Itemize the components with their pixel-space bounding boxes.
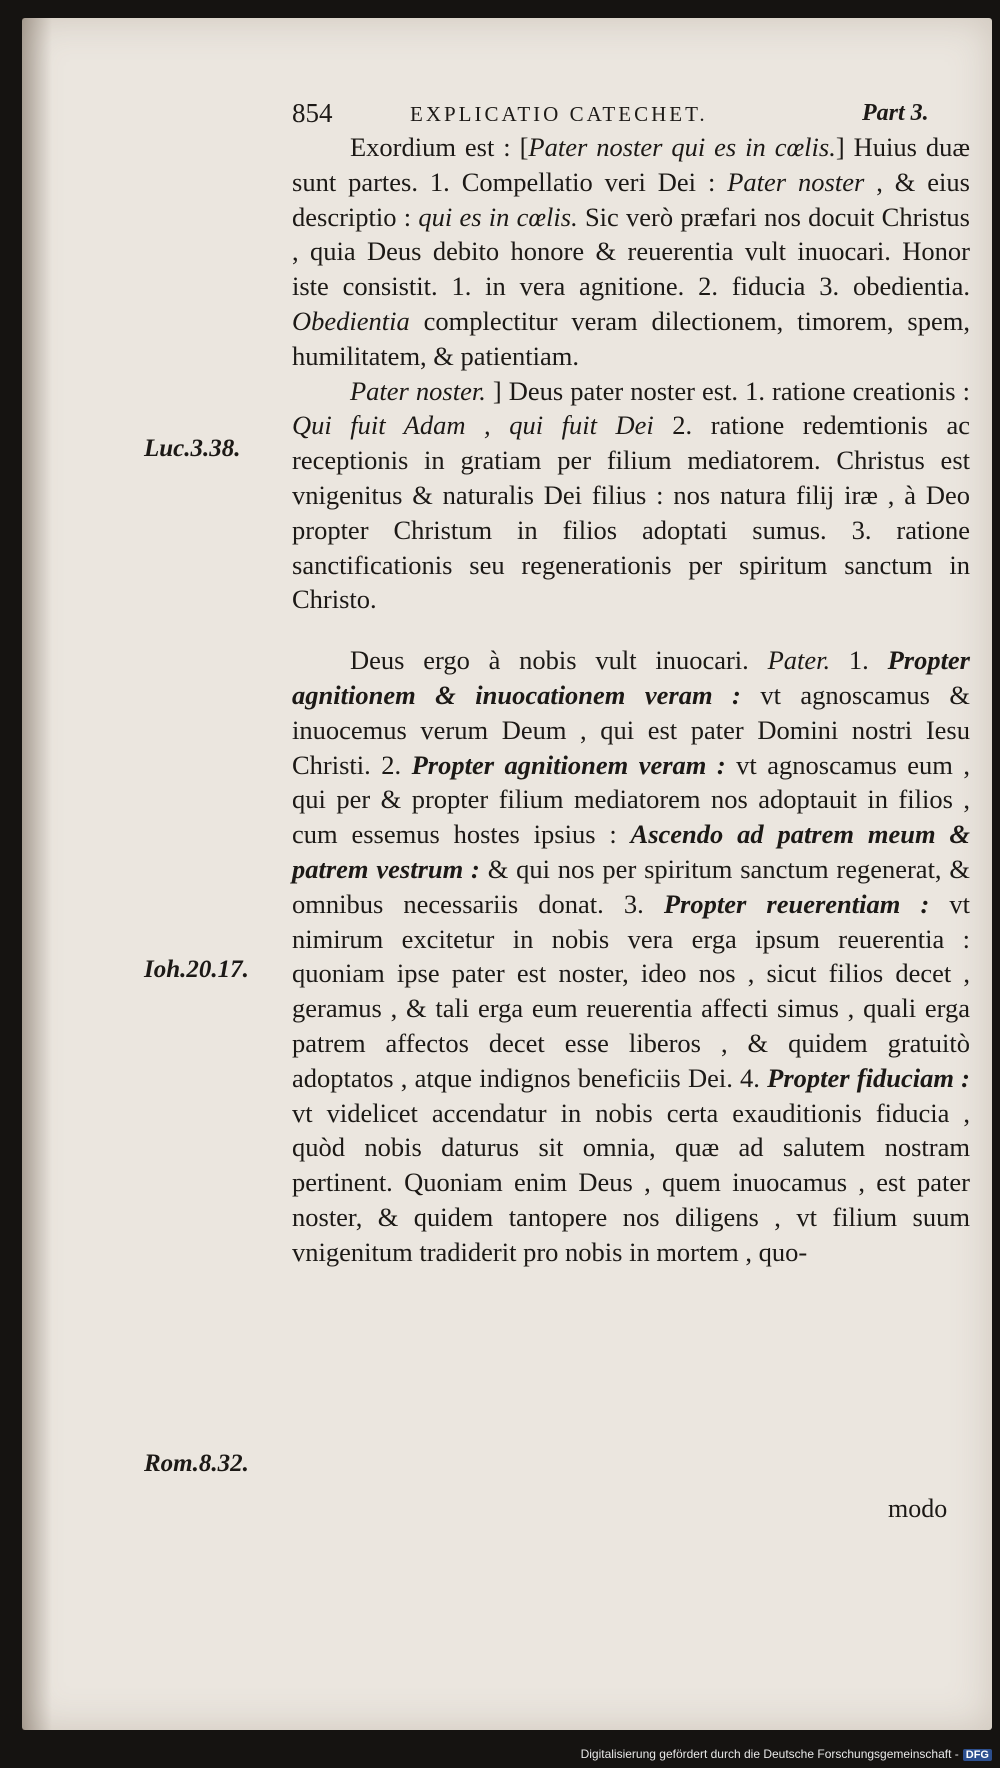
- dfg-logo: DFG: [963, 1749, 992, 1761]
- emphasis-run: Propter agnitionem veram :: [411, 749, 726, 780]
- text-run: ] Huius duæ sunt partes. 1. Compellatio veri Dei :: [292, 132, 970, 197]
- emphasis-run: Propter agnitionem & inuocationem veram :: [292, 645, 970, 710]
- text-run: vt nimirum excitetur in nobis vera erga ipsum reuerentia : quoniam ipse pater est noster, ideo nos , sicut filios decet , geramus , & tali erga eum reuerentia affecti simus , quali erga patrem affectos decet esse liberos , & quidem gratuitò adoptatos , atque indignos beneficiis Dei. 4.: [292, 888, 970, 1093]
- text-run: & qui nos per spiritum sanctum regenerat, & omnibus necessariis donat. 3.: [292, 853, 970, 919]
- text-run: Sic verò præfari nos docuit Christus , quia Deus debito honore & reuerentia vult inuocari. Honor iste consistit. 1. in vera agnitione. 2. fiducia 3. obedientia.: [292, 201, 970, 302]
- paragraph-pater-noster: [292, 374, 970, 618]
- catchword: modo: [888, 1494, 948, 1523]
- text-run: Exordium est : [: [350, 132, 529, 162]
- text-run: 1.: [830, 645, 888, 676]
- page-number: 854: [292, 98, 333, 128]
- italic-run: Pater noster: [727, 166, 865, 197]
- italic-run: Obedientia: [292, 305, 410, 336]
- italic-run: Pater noster.: [350, 375, 486, 406]
- italic-run: Pater.: [767, 645, 831, 676]
- text-run: vt agnoscamus eum , qui per & propter filium mediatorem nos adoptauit in filios , cum essemus hostes ipsius :: [292, 749, 970, 850]
- emphasis-run: Ascendo ad patrem meum & patrem vestrum :: [292, 819, 970, 884]
- digitization-footer: [581, 1747, 992, 1761]
- running-title: EXPLICATIO CATECHET.: [410, 102, 708, 126]
- text-run: vt agnoscamus & inuocemus verum Deum , qui est pater Domini nostri Iesu Christi. 2.: [292, 679, 971, 780]
- text-run: ] Deus pater noster est. 1. ratione creationis :: [485, 375, 970, 406]
- italic-run: Qui fuit Adam , qui fuit Dei: [292, 410, 654, 441]
- text-run: vt videlicet accendatur in nobis certa exauditionis fiducia , quòd nobis daturus sit omnia, quæ ad salutem nostram pertinent. Quoniam enim Deus , quem inuocamus , est pater noster, & quidem tantopere nos diligens , vt filium suum vnigenitum tradiderit pro nobis in mortem , quo-: [292, 1097, 970, 1267]
- text-run: 2. ratione redemtionis ac receptionis in gratiam per filium mediatorem. Christus est vnigenitus & naturalis Dei filius : nos natura filij iræ , à Deo propter Christum in filios adoptati sumus. 3. ratione sanctificationis seu regenerationis per spiritum sanctum in Christo.: [292, 410, 970, 615]
- page-gutter-shadow: [22, 18, 52, 1730]
- text-run: , & eius descriptio :: [292, 166, 970, 232]
- italic-run: qui es in cœlis.: [418, 201, 578, 232]
- emphasis-run: Propter fiduciam :: [767, 1062, 970, 1093]
- paragraph-exordium: [292, 130, 970, 374]
- text-run: Deus ergo à nobis vult inuocari.: [350, 645, 768, 676]
- main-text: [292, 130, 970, 1270]
- emphasis-run: Propter reuerentiam :: [663, 888, 930, 919]
- margin-reference: Ioh.20.17.: [144, 956, 249, 983]
- footer-text: Digitalisierung gefördert durch die Deutsche Forschungsgemeinschaft -: [580, 1747, 959, 1761]
- paragraph-inuocatio: [292, 643, 970, 1269]
- part-label: Part 3.: [862, 100, 929, 126]
- page-header: [22, 80, 992, 128]
- book-page: [22, 18, 992, 1730]
- margin-reference: Luc.3.38.: [144, 435, 241, 462]
- italic-run: Pater noster qui es in cœlis.: [528, 132, 836, 162]
- margin-reference: Rom.8.32.: [144, 1450, 249, 1477]
- text-run: complectitur veram dilectionem, timorem, spem, humilitatem, & patientiam.: [292, 305, 970, 371]
